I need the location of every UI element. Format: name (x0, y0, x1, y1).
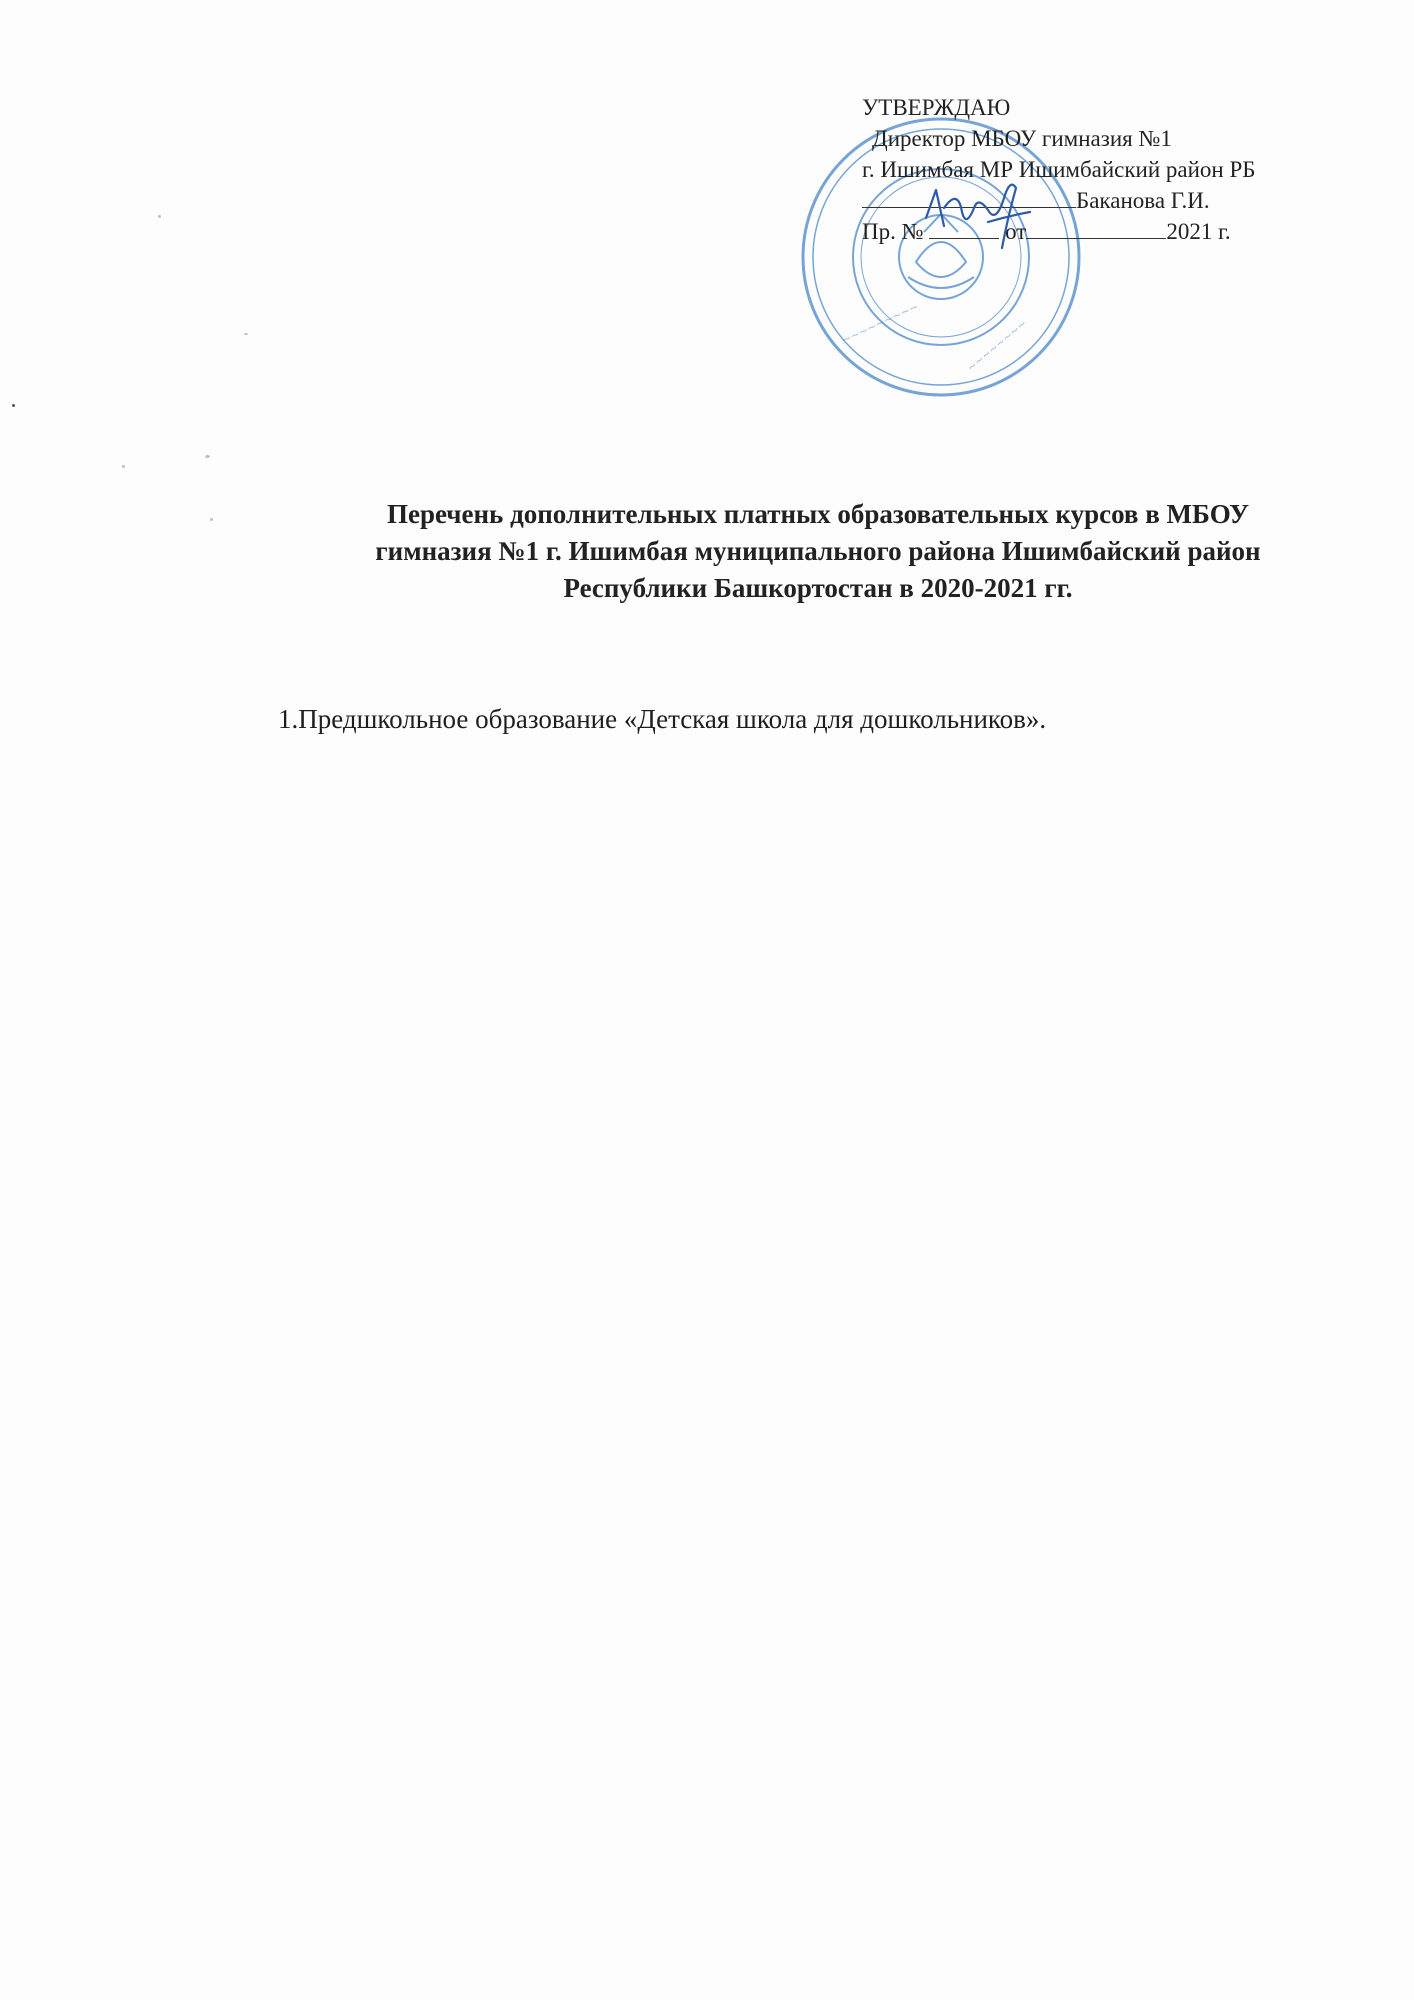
order-date-blank (1026, 218, 1166, 239)
scan-speck (205, 455, 210, 458)
approval-heading: УТВЕРЖДАЮ (862, 95, 1011, 120)
approver-name: Баканова Г.И. (1076, 188, 1210, 213)
svg-text:~~~~~~~~~: ~~~~~~~~~ (839, 299, 921, 347)
title-line-1: Перечень дополнительных платных образовательных курсов в МБОУ (386, 499, 1250, 529)
document-title (250, 496, 1386, 607)
approval-organization: г. Ишимбая МР Ишимбайский район РБ (862, 157, 1256, 182)
order-number-label: Пр. № (862, 219, 924, 244)
title-line-2: гимназия №1 г. Ишимбая муниципального района Ишимбайский район (375, 536, 1261, 566)
course-list-item: 1.Предшкольное образование «Детская школа для дошкольников». (278, 704, 1047, 734)
scan-speck (158, 215, 161, 218)
handwritten-signature (918, 168, 1038, 252)
svg-text:~~~~~~~~: ~~~~~~~~ (964, 316, 1030, 375)
scan-speck (244, 333, 248, 335)
approval-position: Директор МБОУ гимназия №1 (872, 126, 1172, 151)
title-line-3: Республики Башкортостан в 2020-2021 гг. (563, 573, 1073, 603)
scan-speck (12, 404, 15, 407)
scan-speck (122, 465, 125, 468)
scan-speck (210, 518, 213, 521)
order-year: 2021 г. (1166, 219, 1231, 244)
order-from-label: от (1005, 219, 1027, 244)
